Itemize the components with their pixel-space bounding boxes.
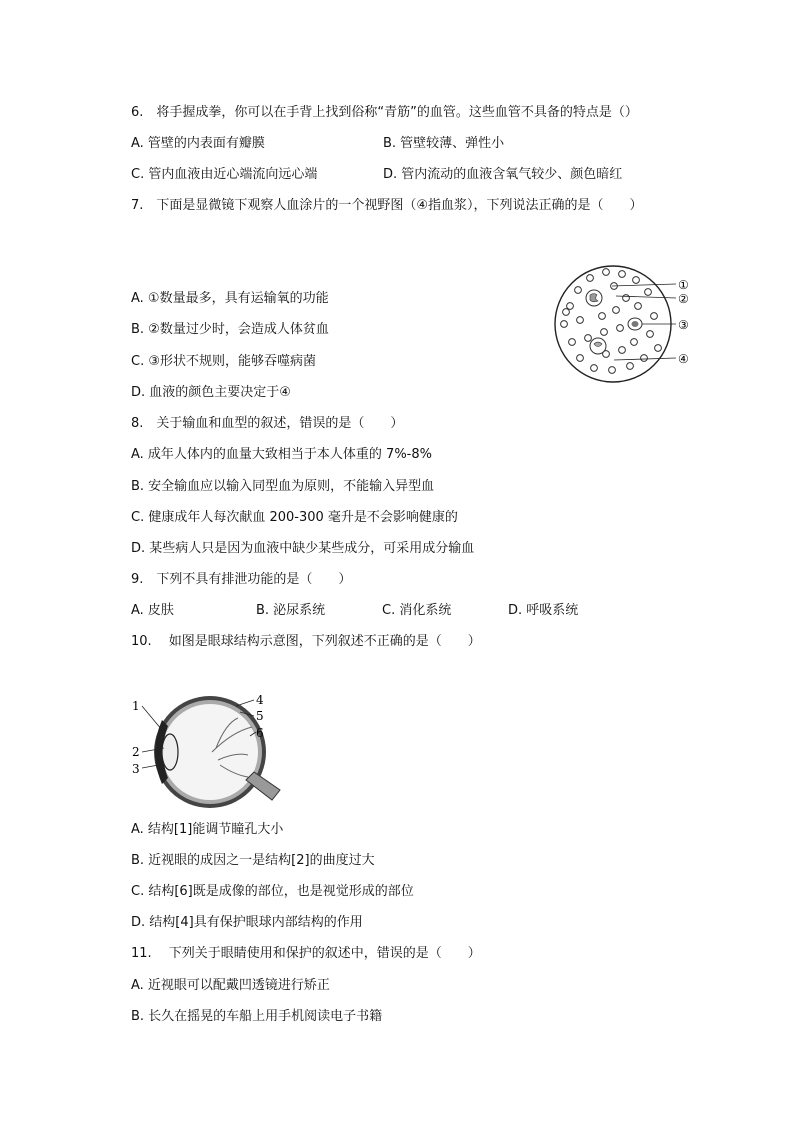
q8-option-a: A. 成年人体内的血量大致相当于本人体重的 7%-8% xyxy=(131,447,432,462)
blood-label-2: ② xyxy=(678,292,689,306)
q6-stem: 6. 将手握成拳，你可以在手背上找到俗称“青筋”的血管。这些血管不具备的特点是（） xyxy=(131,105,638,120)
q7-option-c: C. ③形状不规则，能够吞噬病菌 xyxy=(131,354,316,369)
q11-option-b: B. 长久在摇晃的车船上用手机阅读电子书籍 xyxy=(131,1009,383,1024)
q8-option-b: B. 安全输血应以输入同型血为原则，不能输入异型血 xyxy=(131,479,435,494)
q9-option-d: D. 呼吸系统 xyxy=(508,603,579,618)
q9-stem: 9. 下列不具有排泄功能的是（ ） xyxy=(131,572,352,587)
q11-stem: 11. 下列关于眼睛使用和保护的叙述中，错误的是（ ） xyxy=(131,946,481,961)
blood-label-4: ④ xyxy=(678,352,689,366)
q11-option-a: A. 近视眼可以配戴凹透镜进行矫正 xyxy=(131,978,330,993)
eye-label-4: 4 xyxy=(256,693,264,707)
white-blood-cell-icon xyxy=(586,290,602,306)
q6-option-b: B. 管壁较薄、弹性小 xyxy=(383,136,505,151)
q10-option-b: B. 近视眼的成因之一是结构[2]的曲度过大 xyxy=(131,853,375,868)
q6-option-c: C. 管内血液由近心端流向远心端 xyxy=(131,167,318,182)
q6-option-d: D. 管内流动的血液含氧气较少、颜色暗红 xyxy=(383,167,623,182)
q10-stem: 10. 如图是眼球结构示意图，下列叙述不正确的是（ ） xyxy=(131,634,481,649)
q8-stem: 8. 关于输血和血型的叙述，错误的是（ ） xyxy=(131,416,404,431)
eye-label-2: 2 xyxy=(132,745,140,759)
eye-label-5: 5 xyxy=(256,709,264,723)
q10-option-d: D. 结构[4]具有保护眼球内部结构的作用 xyxy=(131,915,363,930)
q10-option-c: C. 结构[6]既是成像的部位，也是视觉形成的部位 xyxy=(131,884,414,899)
eye-label-3: 3 xyxy=(132,762,140,776)
q9-option-a: A. 皮肤 xyxy=(131,603,174,618)
q7-stem: 7. 下面是显微镜下观察人血涂片的一个视野图（④指血浆），下列说法正确的是（ ） xyxy=(131,198,643,213)
blood-label-1: ① xyxy=(678,278,689,292)
q9-option-b: B. 泌尿系统 xyxy=(256,603,326,618)
white-blood-cell-2-icon xyxy=(590,338,606,354)
platelet-icon xyxy=(628,318,642,330)
q8-option-d: D. 某些病人只是因为血液中缺少某些成分，可采用成分输血 xyxy=(131,541,475,556)
eye-label-1: 1 xyxy=(132,699,140,713)
q6-option-a: A. 管壁的内表面有瓣膜 xyxy=(131,136,265,151)
eye-label-6: 6 xyxy=(256,726,264,740)
q7-option-a: A. ①数量最多，具有运输氧的功能 xyxy=(131,291,329,306)
eye-structure-figure xyxy=(128,690,288,812)
q9-option-c: C. 消化系统 xyxy=(382,603,452,618)
q7-option-b: B. ②数量过少时，会造成人体贫血 xyxy=(131,322,329,337)
blood-smear-figure xyxy=(550,258,700,388)
q7-option-d: D. 血液的颜色主要决定于④ xyxy=(131,385,291,400)
q10-option-a: A. 结构[1]能调节瞳孔大小 xyxy=(131,822,284,837)
q8-option-c: C. 健康成年人每次献血 200-300 毫升是不会影响健康的 xyxy=(131,510,458,525)
blood-label-3: ③ xyxy=(678,318,689,332)
